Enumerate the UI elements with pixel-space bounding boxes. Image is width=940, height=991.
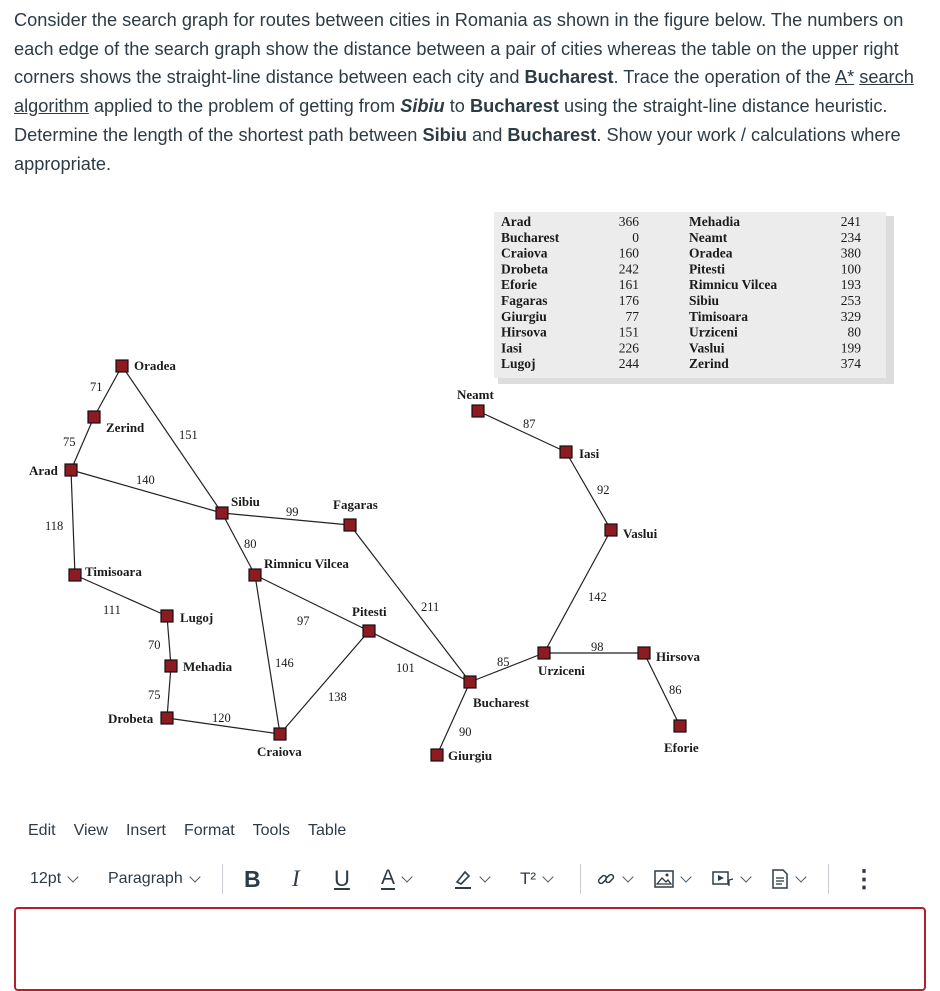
dist-zerind-arad: 75: [63, 435, 76, 449]
sld-value: 160: [618, 245, 639, 261]
edge-bucharest-giurgiu: [437, 682, 470, 755]
bold-icon: B: [244, 865, 261, 892]
dist-rimnicu-pitesti: 97: [297, 614, 310, 628]
dist-mehadia-drobeta: 75: [148, 688, 161, 702]
toolbar-divider: [222, 864, 223, 894]
sld-city: Vaslui: [689, 340, 725, 356]
menu-insert[interactable]: Insert: [125, 822, 166, 839]
node-hirsova: [638, 647, 650, 659]
dist-sibiu-rimnicu: 80: [244, 537, 257, 551]
menu-table[interactable]: Table: [308, 822, 347, 839]
sld-city: Hirsova: [501, 324, 547, 340]
bold-button[interactable]: [244, 858, 261, 900]
document-icon: [771, 869, 789, 889]
more-button[interactable]: [852, 858, 876, 900]
superscript-button[interactable]: [520, 858, 552, 900]
sld-city: Eforie: [501, 277, 537, 293]
sld-city: Zerind: [689, 356, 729, 372]
underline-button[interactable]: [334, 858, 350, 900]
sld-city: Pitesti: [689, 261, 725, 277]
sld-value: 380: [840, 245, 861, 261]
chevron-down-icon: [189, 871, 200, 882]
sld-city: Oradea: [689, 245, 733, 261]
label-hirsova: Hirsova: [656, 649, 701, 664]
rich-text-editor-area[interactable]: [14, 907, 926, 991]
chevron-down-icon: [740, 871, 751, 882]
highlight-icon: [453, 868, 473, 890]
label-sibiu: Sibiu: [231, 494, 260, 509]
dist-timisoara-lugoj: 111: [103, 603, 121, 617]
chevron-down-icon: [479, 871, 490, 882]
node-neamt: [472, 405, 484, 417]
text-color-button[interactable]: [381, 858, 411, 900]
sld-value: 244: [618, 356, 639, 372]
dist-arad-timisoara: 118: [45, 519, 64, 533]
edge-rimnicu-craiova: [255, 575, 280, 734]
sld-value: 253: [840, 293, 861, 308]
dist-neamt-iasi: 87: [523, 417, 536, 431]
sld-value: 242: [618, 261, 639, 277]
label-lugoj: Lugoj: [180, 610, 214, 625]
node-mehadia: [165, 660, 177, 672]
node-pitesti: [363, 625, 375, 637]
dist-iasi-vaslui: 92: [597, 483, 610, 497]
dist-oradea-zerind: 71: [90, 380, 103, 394]
chevron-down-icon: [401, 871, 412, 882]
dist-sibiu-fagaras: 99: [286, 505, 299, 519]
image-icon: [654, 870, 674, 888]
sld-city: Bucharest: [501, 229, 560, 245]
edge-mehadia-drobeta: [167, 666, 171, 718]
document-button[interactable]: [771, 858, 805, 900]
sld-city: Sibiu: [689, 293, 720, 308]
sld-city: Rimnicu Vilcea: [689, 277, 778, 293]
more-icon: ⋮: [852, 865, 876, 893]
edge-arad-timisoara: [71, 470, 75, 575]
label-vaslui: Vaslui: [623, 526, 658, 541]
underline-icon: U: [334, 866, 350, 891]
node-timisoara: [69, 569, 81, 581]
label-pitesti: Pitesti: [352, 604, 387, 619]
bucharest-emph: Bucharest: [524, 67, 614, 88]
sld-value: 77: [625, 308, 639, 324]
sld-value: 176: [618, 293, 639, 308]
menu-tools[interactable]: Tools: [252, 822, 291, 839]
highlight-button[interactable]: [453, 858, 489, 900]
dist-vaslui-urziceni: 142: [588, 590, 607, 604]
node-arad: [65, 464, 77, 476]
dist-urziceni-hirsova: 98: [591, 640, 604, 654]
edge-timisoara-lugoj: [75, 575, 167, 616]
search-algorithm-link[interactable]: search algorithm: [14, 67, 914, 117]
image-button[interactable]: [654, 858, 690, 900]
sld-city: Fagaras: [501, 293, 548, 308]
dist-craiova-pitesti: 138: [328, 690, 347, 704]
chevron-down-icon: [67, 871, 78, 882]
question-text: Consider the search graph for routes between cities in Romania as shown in the figure below. The numbers on each edge of the search graph show the distance between a pair of cities whereas the table on the upper right corners shows the straight-line distance between each city and Bucharest. Trace the operation of the A* search algorithm applied to the problem of getting from Sibiu to Bucharest using the straight-line distance heuristic. Determine the length of the shortest path between Sibiu and Bucharest. Show your work / calculations where appropriate.: [14, 10, 914, 174]
sld-table: [494, 212, 894, 384]
label-craiova: Craiova: [257, 744, 302, 759]
node-drobeta: [161, 712, 173, 724]
menu-view[interactable]: View: [73, 822, 108, 839]
dist-pitesti-bucharest: 101: [396, 661, 415, 675]
city-labels: [29, 358, 701, 763]
node-iasi: [560, 446, 572, 458]
label-arad: Arad: [29, 463, 58, 478]
sld-value: 193: [840, 277, 861, 293]
sld-value: 241: [840, 214, 861, 229]
dist-fagaras-bucharest: 211: [421, 600, 440, 614]
label-bucharest: Bucharest: [473, 695, 530, 710]
chevron-down-icon: [622, 871, 633, 882]
sld-city: Mehadia: [689, 214, 741, 229]
node-eforie: [674, 720, 686, 732]
label-timisoara: Timisoara: [85, 564, 142, 579]
edge-oradea-sibiu: [122, 366, 222, 513]
sld-city: Drobeta: [501, 261, 548, 277]
node-rimnicu: [249, 569, 261, 581]
node-bucharest: [464, 676, 476, 688]
italic-button[interactable]: [292, 858, 300, 900]
sld-city: Iasi: [501, 340, 523, 356]
astar-link[interactable]: A*: [834, 67, 855, 88]
sld-value: 80: [847, 324, 861, 340]
dist-hirsova-eforie: 86: [669, 683, 682, 697]
sld-value: 0: [632, 229, 639, 245]
edge-pitesti-bucharest: [369, 631, 470, 682]
node-craiova: [274, 728, 286, 740]
label-eforie: Eforie: [664, 740, 699, 755]
block-format-select[interactable]: Paragraph: [108, 858, 199, 900]
chevron-down-icon: [680, 871, 691, 882]
sld-city: Urziceni: [689, 324, 738, 340]
sld-value: 199: [840, 340, 861, 356]
node-giurgiu: [431, 749, 443, 761]
dist-drobeta-craiova: 120: [212, 711, 231, 725]
link-icon: [596, 869, 616, 889]
map-edges: [71, 366, 680, 755]
dist-bucharest-urziceni: 85: [497, 655, 510, 669]
edge-lugoj-mehadia: [167, 616, 171, 666]
sld-value: 161: [618, 277, 639, 293]
sld-value: 226: [618, 340, 639, 356]
text-color-icon: A: [381, 866, 396, 889]
sld-city: Craiova: [501, 245, 548, 261]
media-button[interactable]: [712, 858, 750, 900]
font-size-select[interactable]: 12pt: [30, 858, 77, 900]
dist-oradea-sibiu: 151: [179, 428, 198, 442]
label-drobeta: Drobeta: [108, 711, 154, 726]
chevron-down-icon: [542, 871, 553, 882]
sld-value: 151: [618, 324, 639, 340]
node-sibiu: [216, 507, 228, 519]
link-button[interactable]: [596, 858, 632, 900]
dist-arad-sibiu: 140: [136, 473, 155, 487]
label-urziceni: Urziceni: [538, 663, 585, 678]
node-lugoj: [161, 610, 173, 622]
sld-city: Neamt: [689, 229, 728, 245]
label-oradea: Oradea: [134, 358, 176, 373]
node-zerind: [88, 411, 100, 423]
dist-bucharest-giurgiu: 90: [459, 725, 472, 739]
sld-city: Lugoj: [501, 356, 536, 372]
sld-value: 234: [840, 229, 861, 245]
edge-neamt-iasi: [478, 411, 566, 452]
label-giurgiu: Giurgiu: [448, 748, 493, 763]
editor-menubar: [28, 822, 364, 840]
dist-rimnicu-craiova: 146: [275, 656, 294, 670]
label-mehadia: Mehadia: [183, 659, 233, 674]
superscript-icon: T²: [520, 869, 537, 888]
sld-value: 100: [840, 261, 861, 277]
italic-icon: I: [292, 866, 300, 891]
label-fagaras: Fagaras: [333, 497, 378, 512]
media-icon: [712, 870, 734, 888]
label-zerind: Zerind: [106, 420, 145, 435]
toolbar-divider: [828, 864, 829, 894]
sld-city: Arad: [501, 214, 531, 229]
editor-toolbar: [0, 858, 940, 900]
sld-value: 366: [618, 214, 639, 229]
node-vaslui: [605, 524, 617, 536]
sld-value: 374: [840, 356, 861, 372]
label-neamt: Neamt: [457, 387, 494, 402]
romania-map-figure: [0, 200, 940, 790]
edge-rimnicu-pitesti: [255, 575, 369, 631]
menu-format[interactable]: Format: [183, 822, 235, 839]
edge-craiova-pitesti: [280, 631, 369, 734]
label-iasi: Iasi: [579, 446, 600, 461]
node-oradea: [116, 360, 128, 372]
chevron-down-icon: [795, 871, 806, 882]
dist-lugoj-mehadia: 70: [148, 638, 161, 652]
node-fagaras: [344, 519, 356, 531]
node-urziceni: [538, 647, 550, 659]
sld-value: 329: [840, 308, 861, 324]
sld-city: Giurgiu: [501, 308, 547, 324]
sld-city: Timisoara: [689, 308, 749, 324]
label-rimnicu: Rimnicu Vilcea: [264, 556, 349, 571]
toolbar-divider: [580, 864, 581, 894]
menu-edit[interactable]: Edit: [28, 822, 56, 839]
